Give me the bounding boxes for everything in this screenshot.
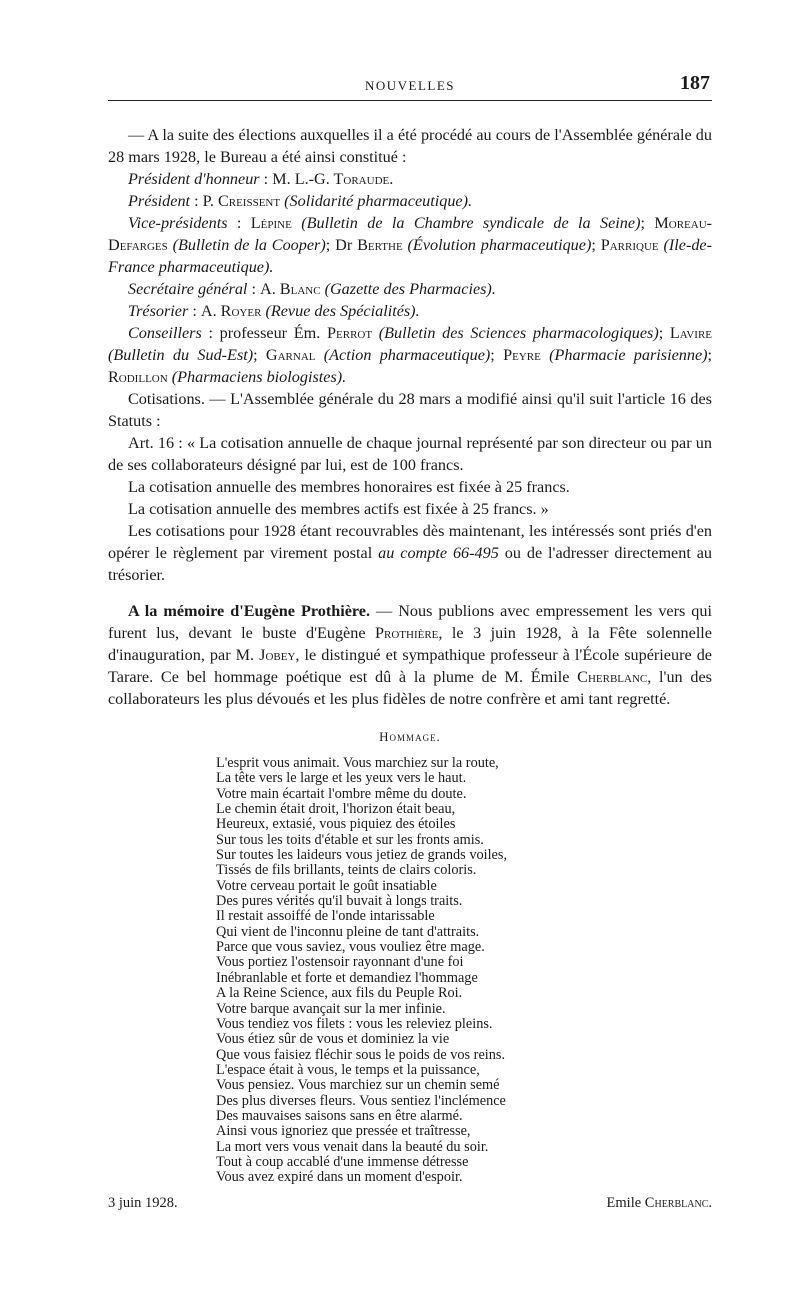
vice-president-name: Parrique — [600, 236, 659, 254]
memoire-text: , le 3 juin 1928, à la Fête solennelle d'inauguration, par M. — [108, 624, 712, 664]
president-journal: (Solidarité pharmaceutique). — [284, 192, 473, 210]
secretary-name: A. Blanc — [260, 280, 321, 298]
treasurer-name: A. Royer — [200, 302, 262, 320]
memoire-text: , le distingué et sympathique professeur à l'École supérieure de Tarare. Ce bel hommage poétique est dû à la plume de M. Émile — [108, 646, 712, 686]
poem-line: Votre barque avançait sur la mer infinie. — [216, 1000, 446, 1017]
page-number: 187 — [680, 72, 710, 94]
vice-president-journal: (Évolution pharmaceutique) — [407, 236, 592, 254]
poem-line: Des pures vérités qu'il buvait à longs traits. — [216, 893, 463, 910]
article-16: Art. 16 : « La cotisation annuelle de chaque journal représenté par son directeur ou par un de ses collaborateurs désigné par lui, est de 100 francs. — [108, 434, 712, 474]
councillor-name: Garnal — [265, 346, 316, 364]
treasurer-journal: (Revue des Spécialités). — [265, 302, 420, 320]
poem-line: Inébranlable et forte et demandiez l'hommage — [216, 969, 478, 986]
vice-presidents-label: Vice-présidents — [128, 214, 228, 232]
honorary-president-label: Président d'honneur — [128, 170, 260, 188]
doctor-prefix: Dr — [335, 236, 353, 254]
cotisations-intro: Cotisations. — L'Assemblée générale du 28 mars a modifié ainsi qu'il suit l'article 16 des Statuts : — [108, 390, 712, 430]
vice-presidents-paragraph: Vice-présidents : Lépine (Bulletin de la Chambre syndicale de la Seine); Moreau-Defarges (Bulletin de la Cooper); Dr Berthe (Évolution pharmaceutique); Parrique (Ile-de-France pharmaceutique). — [108, 214, 713, 276]
treasurer-label: Trésorier — [128, 302, 189, 320]
author-last-name: Cherblanc. — [644, 1194, 712, 1211]
poem-line: Des plus diverses fleurs. Vous sentiez l'inclémence — [216, 1092, 506, 1109]
poem-line: Votre cerveau portait le goût insatiable — [216, 877, 437, 894]
vice-president-name: Berthe — [357, 236, 403, 254]
secretary-line: Secrétaire général : A. Blanc (Gazette des Pharmacies). — [128, 280, 496, 298]
poem-line: Vous tendiez vos filets : vous les releviez pleins. — [216, 1015, 493, 1032]
councillor-name: Rodillon — [108, 368, 168, 386]
treasurer-line: Trésorier : A. Royer (Revue des Spécialités). — [128, 302, 420, 320]
reglement-paragraph — [108, 520, 712, 586]
poem-line: Qui vient de l'inconnu pleine de tant d'attraits. — [216, 923, 480, 940]
poem-line: Vous pensiez. Vous marchiez sur un chemin semé — [216, 1077, 500, 1094]
cotisation-actifs: La cotisation annuelle des membres actifs est fixée à 25 francs. » — [128, 500, 549, 518]
reglement-start: Les cotisations pour 1928 étant recouvrables dès maintenant, les intéressés sont priés d'en opérer le règlement par virement postal — [108, 522, 712, 562]
poem-line: Tout à coup accablé d'une immense détresse — [216, 1153, 469, 1170]
person-name: Cherblanc — [577, 668, 648, 686]
poem-line: La mort vers vous venait dans la beauté du soir. — [216, 1138, 489, 1155]
person-name: Prothière — [375, 624, 439, 642]
councillor-title: professeur Ém. — [219, 324, 321, 342]
poem-line: Vous portiez l'ostensoir rayonnant d'une foi — [216, 954, 464, 971]
poem-line: Vous avez expiré dans un moment d'espoir. — [216, 1169, 463, 1186]
poem-line: Votre main écartait l'ombre même du doute. — [216, 785, 467, 802]
councillor-name: Perrot — [327, 324, 373, 342]
memoire-text: — Nous publions avec empressement les vers qui furent lus, devant le buste d'Eugène — [108, 602, 712, 642]
vice-president-journal: (Ile-de-France pharmaceutique). — [108, 236, 713, 276]
reglement-end: ou de l'adresser directement au trésorier. — [108, 544, 713, 584]
vice-president-journal: (Bulletin de la Chambre syndicale de la Seine) — [301, 214, 641, 232]
councillor-name: Lavire — [669, 324, 712, 342]
poem-line: Ainsi vous ignoriez que pressée et traîtresse, — [216, 1123, 471, 1140]
councillor-journal: (Bulletin des Sciences pharmacologiques) — [378, 324, 659, 342]
councillor-journal: (Bulletin du Sud-Est) — [108, 346, 254, 364]
councillor-name: Peyre — [503, 346, 541, 364]
poem-line: Que vous faisiez fléchir sous le poids de vos reins. — [216, 1046, 506, 1063]
poem-line: Sur tous les toits d'étable et sur les fronts amis. — [216, 831, 484, 848]
president-line: Président : P. Creissent (Solidarité pharmaceutique). — [128, 192, 473, 210]
secretary-label: Secrétaire général — [128, 280, 248, 298]
vice-president-name: Moreau-Defarges — [108, 214, 713, 254]
cotisation-honoraires: La cotisation annuelle des membres honoraires est fixée à 25 francs. — [128, 478, 570, 496]
poem-line: Vous étiez sûr de vous et dominiez la vie — [216, 1031, 450, 1048]
memoire-heading: A la mémoire d'Eugène Prothière. — [128, 602, 371, 620]
councillor-journal: (Pharmacie parisienne) — [549, 346, 708, 364]
poem-line: Parce que vous saviez, vous vouliez être mage. — [216, 939, 485, 956]
poem-line: Tissés de fils brillants, teints de clairs coloris. — [216, 862, 477, 879]
memoire-paragraph — [108, 600, 712, 710]
page-header — [108, 72, 712, 101]
honorary-president-line: Président d'honneur : M. L.-G. Toraude. — [128, 170, 394, 188]
memoire-text: , l'un des collaborateurs les plus dévoués et les plus fidèles de notre confrère et ami tant regretté. — [108, 668, 712, 708]
poem-line: A la Reine Science, aux fils du Peuple Roi. — [216, 985, 463, 1002]
vice-president-name: Lépine — [250, 214, 292, 232]
person-name: Jobey — [259, 646, 296, 664]
main-text — [108, 124, 712, 1214]
councillor-journal: (Pharmaciens biologistes). — [171, 368, 347, 386]
secretary-journal: (Gazette des Pharmacies). — [324, 280, 496, 298]
poem-title: Hommage. — [379, 729, 441, 744]
councillors-label: Conseillers — [128, 324, 202, 342]
honorary-president-name: M. L.-G. Toraude. — [272, 170, 394, 188]
vice-president-journal: (Bulletin de la Cooper) — [172, 236, 326, 254]
poem-line: Heureux, extasié, vous piquiez des étoiles — [216, 816, 456, 833]
signature-line — [108, 1192, 712, 1214]
running-title: NOUVELLES — [364, 78, 456, 93]
signature-date: 3 juin 1928. — [108, 1194, 178, 1211]
president-name: P. Creissent — [202, 192, 281, 210]
councillor-journal: (Action pharmaceutique) — [323, 346, 491, 364]
signature-author — [607, 1192, 712, 1214]
postal-account: au compte 66-495 — [378, 544, 499, 562]
poem-line: Sur toutes les laideurs vous jetiez de grands voiles, — [216, 847, 508, 864]
poem-line: Le chemin était droit, l'horizon était beau, — [216, 801, 456, 818]
poem-line: La tête vers le large et les yeux vers le haut. — [216, 770, 467, 787]
poem-line: Des mauvaises saisons sans en être alarmé. — [216, 1107, 463, 1124]
intro-paragraph: — A la suite des élections auxquelles il a été procédé au cours de l'Assemblée générale du 28 mars 1928, le Bureau a été ainsi constitué : — [108, 126, 712, 166]
councillors-paragraph: Conseillers : professeur Ém. Perrot (Bulletin des Sciences pharmacologiques); Lavire (Bulletin du Sud-Est); Garnal (Action pharmaceutique); Peyre (Pharmacie parisienne); Rodillon (Pharmaciens biologistes). — [108, 324, 713, 386]
author-first-name: Emile — [606, 1194, 642, 1211]
poem — [216, 756, 712, 1186]
poem-line: L'esprit vous animait. Vous marchiez sur la route, — [216, 755, 499, 771]
president-label: Président — [128, 192, 191, 210]
poem-line: L'espace était à vous, le temps et la puissance, — [216, 1061, 480, 1078]
poem-line: Il restait assoiffé de l'onde intarissable — [216, 908, 435, 925]
